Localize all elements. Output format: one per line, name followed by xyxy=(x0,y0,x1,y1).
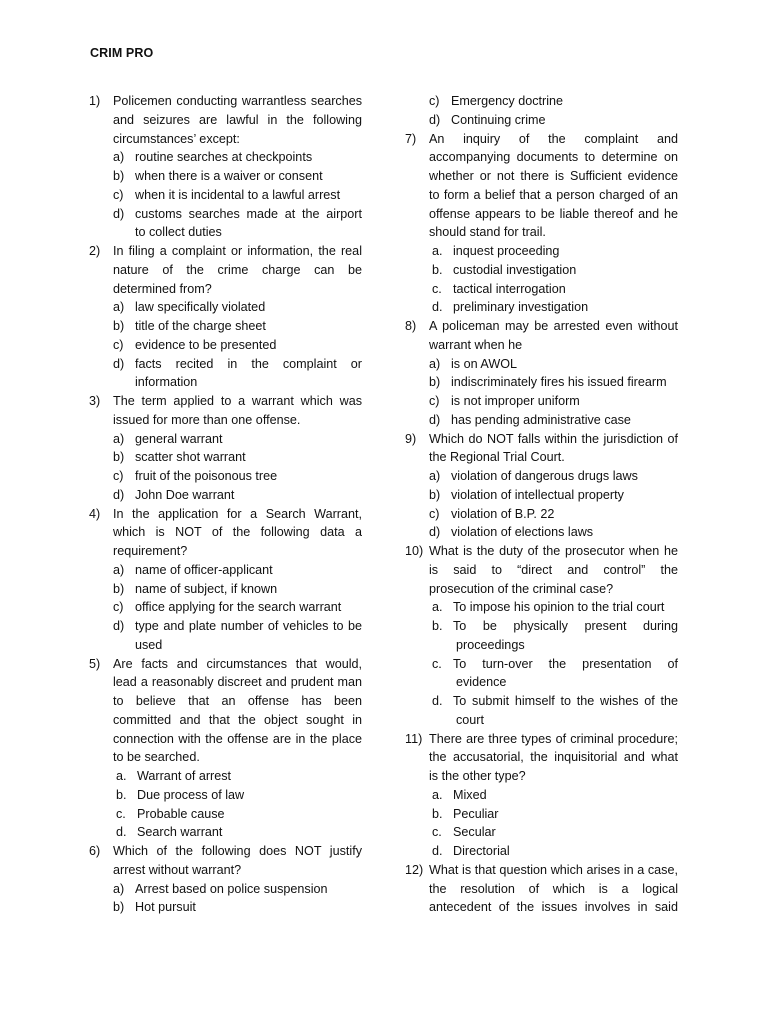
option-letter: a. xyxy=(432,244,443,258)
question-text: the accusatorial, the inquisitorial and what xyxy=(429,750,678,765)
option-letter: b. xyxy=(432,806,443,821)
question-item xyxy=(405,730,678,861)
option-text: Peculiar xyxy=(453,806,499,821)
option-text: Secular xyxy=(453,825,496,840)
answer-option xyxy=(405,92,678,111)
option-text: type and plate number of vehicles to be xyxy=(135,619,362,633)
question-text-line xyxy=(405,767,678,786)
answer-option xyxy=(405,692,678,711)
question-text-line xyxy=(89,692,362,711)
question-text-line xyxy=(89,411,362,430)
option-text: violation of dangerous drugs laws xyxy=(451,469,638,483)
option-letter: b) xyxy=(429,487,441,502)
answer-option xyxy=(405,411,678,430)
option-letter: c) xyxy=(113,187,124,202)
question-number: 5) xyxy=(89,656,101,671)
option-text: general warrant xyxy=(135,431,223,446)
question-text: which is NOT of the following data a xyxy=(113,525,362,540)
option-text: name of subject, if known xyxy=(135,581,278,596)
option-text: violation of B.P. 22 xyxy=(451,506,555,521)
question-text-line xyxy=(405,748,678,767)
option-letter: b. xyxy=(432,262,443,277)
option-text: scatter shot warrant xyxy=(135,450,246,465)
option-text: custodial investigation xyxy=(453,262,577,277)
question-number: 8) xyxy=(405,319,417,333)
question-text-line xyxy=(405,561,678,580)
option-letter: d) xyxy=(113,356,125,371)
option-letter: b) xyxy=(113,169,125,183)
question-text: determined from? xyxy=(113,281,212,296)
answer-option xyxy=(405,355,678,374)
question-text: antecedent of the issues involves in said xyxy=(429,900,678,915)
option-text-continued xyxy=(405,711,678,730)
option-text: used xyxy=(135,637,163,652)
question-text-line xyxy=(89,523,362,542)
question-text: In filing a complaint or information, the real xyxy=(113,244,362,258)
option-letter: a) xyxy=(113,150,125,165)
question-text: the Regional Trial Court. xyxy=(429,450,565,465)
option-letter: a. xyxy=(432,600,443,615)
option-letter: c) xyxy=(113,469,124,483)
question-item xyxy=(89,655,362,843)
option-letter: c. xyxy=(432,281,442,296)
question-text: lead a reasonably discreet and prudent man xyxy=(113,675,362,690)
answer-option xyxy=(405,505,678,524)
question-text: There are three types of criminal procedure; xyxy=(429,731,678,746)
option-text: Probable cause xyxy=(137,806,225,821)
question-text-line xyxy=(405,205,678,224)
answer-option xyxy=(89,805,362,824)
question-text-line xyxy=(405,730,678,749)
question-text-line xyxy=(89,111,362,130)
question-text-line xyxy=(405,430,678,449)
question-text-line xyxy=(405,580,678,599)
question-text-line xyxy=(89,92,362,111)
option-text: inquest proceeding xyxy=(453,244,560,258)
question-text: The term applied to a warrant which was xyxy=(113,394,362,408)
answer-option xyxy=(89,186,362,205)
question-text-line xyxy=(89,748,362,767)
option-letter: b) xyxy=(113,450,125,465)
option-letter: c. xyxy=(432,825,442,840)
question-text: and seizures are lawful in the following xyxy=(113,112,362,127)
option-text-continued xyxy=(405,636,678,655)
question-text-line xyxy=(89,130,362,149)
question-number: 3) xyxy=(89,394,101,408)
option-text: court xyxy=(456,712,484,727)
answer-option xyxy=(89,598,362,617)
question-text-line xyxy=(405,186,678,205)
answer-option xyxy=(405,242,678,261)
option-letter: d) xyxy=(113,487,125,502)
option-letter: a) xyxy=(113,881,125,896)
option-text: evidence xyxy=(456,675,507,690)
question-text: In the application for a Search Warrant, xyxy=(113,506,362,521)
option-letter: d. xyxy=(116,825,127,840)
option-text: proceedings xyxy=(456,637,525,652)
question-text: accompanying documents to determine on xyxy=(429,150,678,165)
document-title: CRIM PRO xyxy=(90,46,154,60)
option-text: fruit of the poisonous tree xyxy=(135,469,278,483)
question-text: should stand for trail. xyxy=(429,225,546,240)
answer-option xyxy=(405,261,678,280)
left-column xyxy=(89,92,362,917)
option-text: tactical interrogation xyxy=(453,281,566,296)
question-item xyxy=(405,317,678,430)
answer-option xyxy=(89,448,362,467)
question-text-line xyxy=(405,167,678,186)
question-text-line xyxy=(405,148,678,167)
option-text: John Doe warrant xyxy=(135,487,235,502)
answer-option xyxy=(405,842,678,861)
option-text: when there is a waiver or consent xyxy=(135,169,323,183)
answer-option xyxy=(405,523,678,542)
question-number: 2) xyxy=(89,244,101,258)
option-letter: b) xyxy=(429,375,441,390)
question-text-line xyxy=(405,898,678,917)
option-text-continued xyxy=(89,223,362,242)
option-text: To submit himself to the wishes of the xyxy=(453,694,678,708)
option-text-continued xyxy=(89,636,362,655)
answer-option xyxy=(89,298,362,317)
answer-option xyxy=(89,617,362,636)
answer-option xyxy=(405,655,678,674)
question-text-line xyxy=(89,842,362,861)
question-item xyxy=(89,242,362,392)
option-text: violation of elections laws xyxy=(451,525,594,540)
option-text: customs searches made at the airport xyxy=(135,206,362,221)
answer-option xyxy=(89,148,362,167)
question-text: prosecution of the criminal case? xyxy=(429,581,614,596)
option-text: to collect duties xyxy=(135,225,222,240)
option-text: when it is incidental to a lawful arrest xyxy=(135,187,341,202)
question-text: connection with the offense are in the place xyxy=(113,731,362,746)
option-letter: a. xyxy=(432,787,443,802)
option-letter: a) xyxy=(429,356,441,371)
question-text: Which of the following does NOT justify xyxy=(113,844,362,858)
answer-option xyxy=(405,823,678,842)
option-text: has pending administrative case xyxy=(451,412,631,427)
answer-option xyxy=(405,486,678,505)
question-number: 11) xyxy=(405,731,423,746)
answer-option xyxy=(89,767,362,786)
answer-option xyxy=(89,898,362,917)
option-letter: a. xyxy=(116,769,127,783)
question-text-line xyxy=(405,223,678,242)
question-text-line xyxy=(89,655,362,674)
option-letter: c) xyxy=(113,337,124,352)
option-letter: d. xyxy=(432,694,443,708)
question-text: whether or not there is Sufficient evidence xyxy=(429,169,678,183)
option-letter: c) xyxy=(429,94,440,108)
option-text: Warrant of arrest xyxy=(137,769,232,783)
question-item xyxy=(89,392,362,505)
option-letter: c) xyxy=(113,600,124,615)
option-text-continued xyxy=(405,673,678,692)
option-letter: b. xyxy=(432,619,443,633)
right-column xyxy=(405,92,678,917)
answer-option xyxy=(89,167,362,186)
question-number: 1) xyxy=(89,94,101,108)
question-text: to believe that an offense has been xyxy=(113,694,362,708)
question-text-line xyxy=(89,730,362,749)
answer-option xyxy=(405,298,678,317)
question-text: Which do NOT falls within the jurisdiction of xyxy=(429,431,678,446)
answer-option xyxy=(405,786,678,805)
answer-option xyxy=(89,430,362,449)
answer-option xyxy=(89,880,362,899)
option-letter: a) xyxy=(113,562,125,577)
question-text-line xyxy=(89,505,362,524)
option-text: is on AWOL xyxy=(451,356,518,371)
option-text: Directorial xyxy=(453,844,510,858)
option-letter: d. xyxy=(432,300,443,315)
option-letter: b) xyxy=(113,319,125,333)
option-letter: d) xyxy=(429,525,441,540)
question-text: the resolution of which is a logical xyxy=(429,881,678,896)
option-text: To turn-over the presentation of xyxy=(453,656,678,671)
question-text: requirement? xyxy=(113,544,188,558)
question-text-line xyxy=(405,130,678,149)
question-text: What is that question which arises in a case, xyxy=(429,862,678,877)
question-text: Policemen conducting warrantless searches xyxy=(113,94,362,108)
question-item xyxy=(405,130,678,318)
question-text-line xyxy=(405,336,678,355)
option-text: indiscriminately fires his issued firearm xyxy=(451,375,667,390)
question-text-line xyxy=(89,392,362,411)
option-letter: b) xyxy=(113,900,125,915)
option-text-continued xyxy=(89,373,362,392)
question-text: An inquiry of the complaint and xyxy=(429,131,678,146)
question-text-line xyxy=(405,880,678,899)
option-letter: d) xyxy=(429,112,441,127)
option-text: To impose his opinion to the trial court xyxy=(453,600,665,615)
option-letter: c. xyxy=(432,656,442,671)
option-text: facts recited in the complaint or xyxy=(135,356,362,371)
question-item xyxy=(89,92,362,242)
option-text: Mixed xyxy=(453,787,487,802)
option-letter: a) xyxy=(429,469,441,483)
answer-option xyxy=(89,486,362,505)
answer-option xyxy=(89,336,362,355)
question-text: warrant when he xyxy=(429,337,523,352)
answer-option xyxy=(405,392,678,411)
option-text: is not improper uniform xyxy=(451,394,580,408)
answer-option xyxy=(405,280,678,299)
question-item xyxy=(405,542,678,730)
question-text-line xyxy=(89,261,362,280)
option-text: Emergency doctrine xyxy=(451,94,563,108)
answer-option xyxy=(89,205,362,224)
option-letter: c) xyxy=(429,394,440,408)
option-text: routine searches at checkpoints xyxy=(135,150,313,165)
answer-option xyxy=(405,598,678,617)
question-text: offense appears to be liable thereof and he xyxy=(429,206,678,221)
option-text: preliminary investigation xyxy=(453,300,589,315)
option-letter: c) xyxy=(429,506,440,521)
answer-option xyxy=(89,786,362,805)
option-letter: a) xyxy=(113,300,125,315)
option-letter: c. xyxy=(116,806,126,821)
question-text: Are facts and circumstances that would, xyxy=(113,656,362,671)
question-item xyxy=(405,430,678,543)
question-text-line xyxy=(89,280,362,299)
question-item xyxy=(405,861,678,917)
option-letter: b. xyxy=(116,787,127,802)
question-text: nature of the crime charge can be xyxy=(113,262,362,277)
answer-option xyxy=(405,373,678,392)
option-letter: d) xyxy=(429,412,441,427)
question-text-line xyxy=(405,542,678,561)
question-text-line xyxy=(405,448,678,467)
answer-option xyxy=(89,317,362,336)
question-number: 4) xyxy=(89,506,101,521)
option-text: Due process of law xyxy=(137,787,245,802)
answer-option xyxy=(89,355,362,374)
question-text-line xyxy=(89,861,362,880)
answer-option xyxy=(89,467,362,486)
question-text-line xyxy=(405,317,678,336)
option-text: Search warrant xyxy=(137,825,223,840)
answer-option xyxy=(405,467,678,486)
option-letter: a) xyxy=(113,431,125,446)
option-letter: b) xyxy=(113,581,125,596)
answer-option xyxy=(89,823,362,842)
option-text: To be physically present during xyxy=(453,619,678,633)
option-text: violation of intellectual property xyxy=(451,487,624,502)
question-text: issued for more than one offense. xyxy=(113,412,301,427)
question-item xyxy=(89,842,362,917)
question-text-line xyxy=(89,711,362,730)
option-text: information xyxy=(135,375,198,390)
question-text-line xyxy=(89,242,362,261)
question-text-line xyxy=(89,542,362,561)
question-number: 7) xyxy=(405,131,417,146)
question-text: A policeman may be arrested even without xyxy=(429,319,678,333)
answer-option xyxy=(89,561,362,580)
question-number: 12) xyxy=(405,862,424,877)
question-text: What is the duty of the prosecutor when he xyxy=(429,544,678,558)
option-letter: d) xyxy=(113,206,125,221)
question-item xyxy=(405,92,678,130)
option-text: Hot pursuit xyxy=(135,900,196,915)
option-text: office applying for the search warrant xyxy=(135,600,342,615)
question-item xyxy=(89,505,362,655)
option-letter: d) xyxy=(113,619,125,633)
question-number: 6) xyxy=(89,844,101,858)
option-text: name of officer-applicant xyxy=(135,562,273,577)
question-text: is said to “direct and control” the xyxy=(429,562,678,577)
option-text: law specifically violated xyxy=(135,300,266,315)
answer-option xyxy=(405,805,678,824)
question-text: arrest without warrant? xyxy=(113,862,242,877)
question-number: 10) xyxy=(405,544,424,558)
answer-option xyxy=(89,580,362,599)
option-letter: d. xyxy=(432,844,443,858)
question-text-line xyxy=(89,673,362,692)
question-text: is the other type? xyxy=(429,769,526,783)
option-text: title of the charge sheet xyxy=(135,319,266,333)
answer-option xyxy=(405,111,678,130)
question-text: circumstances’ except: xyxy=(113,131,240,146)
question-text: to be searched. xyxy=(113,750,200,765)
question-text-line xyxy=(405,861,678,880)
question-number: 9) xyxy=(405,431,417,446)
question-text: committed and that the object sought in xyxy=(113,712,362,727)
option-text: Continuing crime xyxy=(451,112,546,127)
option-text: Arrest based on police suspension xyxy=(135,881,328,896)
question-text: to form a belief that a person charged of an xyxy=(429,187,678,202)
answer-option xyxy=(405,617,678,636)
option-text: evidence to be presented xyxy=(135,337,277,352)
